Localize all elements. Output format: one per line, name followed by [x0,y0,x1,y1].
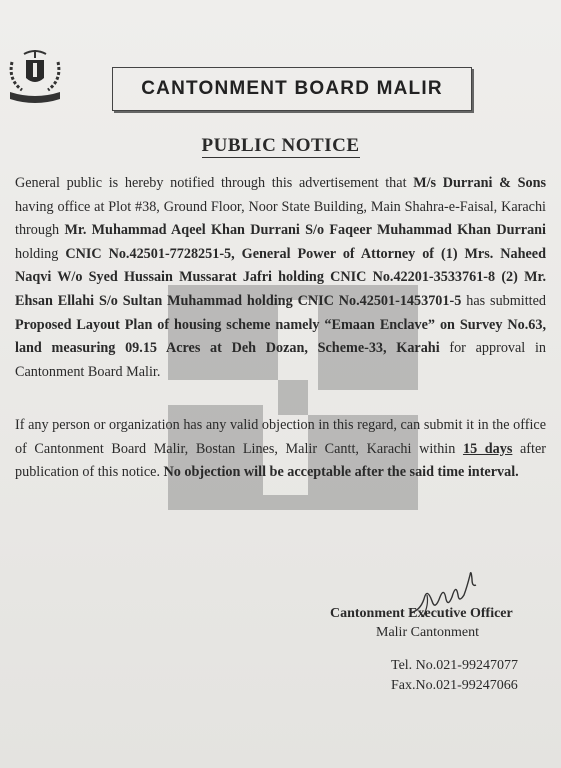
p1-cnic-details: CNIC No.42501-7728251-5, General Power of Attorney of (1) Mrs. Naheed Naqvi W/o Syed Hussain Mussarat Jafri holding CNIC No.42201-3533761-8 (2) Mr. Ehsan Ellahi S/o Sultan Muhammad holding CNIC No.42501-1453701-5 [15,245,546,309]
p2-text-2: after publication of this notice. [15,440,546,481]
p1-applicant: Mr. Muhammad Aqeel Khan Durrani S/o Faqeer Muhammad Khan Durrani [64,222,547,239]
officer-title: Cantonment Executive Officer [330,606,513,621]
notice-heading-text: PUBLIC NOTICE [201,135,360,156]
board-title: CANTONMENT BOARD MALIR [112,67,472,111]
notice-paragraph-2 [15,414,546,485]
contact-block [391,656,518,696]
p1-text-3: holding [15,245,66,262]
p2-text-1: If any person or organization has any valid objection in this regard, can submit it in the office of Cantonment Board Malir, Bostan Lines, Malir Cantt, Karachi within [15,417,546,457]
p1-text-4: has submitted [461,292,547,309]
p1-text-1: General public is hereby notified through this advertisement that [15,175,414,191]
p1-text-5: for approval in Cantonment Board Malir. [15,340,546,380]
p2-warning: No objection will be acceptable after the said time interval. [163,464,519,481]
p1-text-2: having office at Plot #38, Ground Floor, Noor State Building, Main Shahra-e-Faisal, Karachi through [15,198,546,239]
signature-block [330,604,530,642]
telephone-number: Tel. No.021-99247077 [391,658,518,673]
notice-paragraph-1 [15,172,546,384]
cantonment-board-crest-icon [6,48,64,104]
officer-office: Malir Cantonment [376,625,480,640]
p1-scheme-details: Proposed Layout Plan of housing scheme namely “Emaan Enclave” on Survey No.63, land measuring 09.15 Acres at Deh Dozan, Scheme-33, Karahi [15,316,546,357]
p2-deadline: 15 days [462,440,513,457]
p1-firm-name: M/s Durrani & Sons [413,175,546,191]
fax-number: Fax.No.021-99247066 [391,678,518,693]
notice-heading [0,135,561,157]
